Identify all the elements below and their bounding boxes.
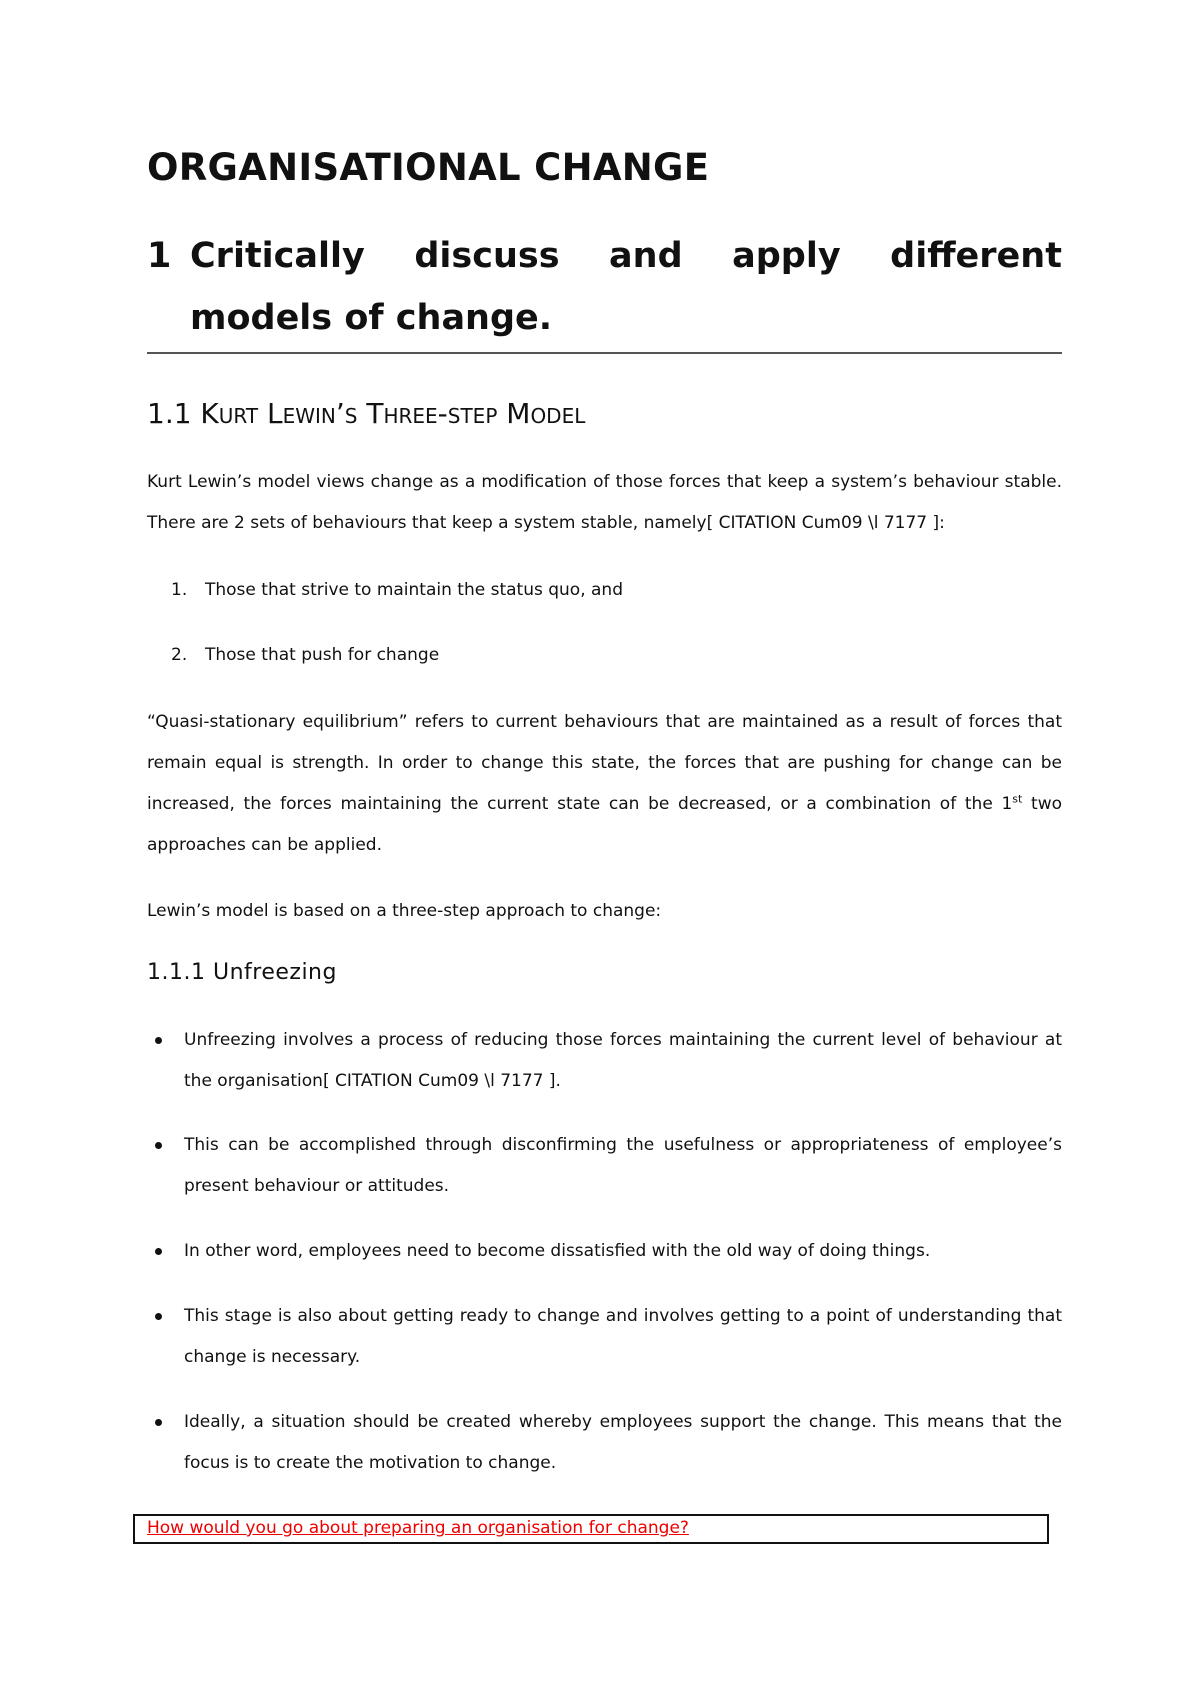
heading-1-line-2: models of change.	[190, 298, 553, 338]
question-link[interactable]: How would you go about preparing an organisation for change?	[147, 1518, 689, 1538]
list-number: 1.	[171, 580, 188, 600]
question-box	[133, 1514, 1049, 1544]
bullet-text: In other word, employees need to become dissatisfied with the old way of doing things.	[184, 1241, 931, 1261]
numbered-list-item	[171, 580, 623, 600]
superscript: st	[1012, 792, 1023, 806]
bullet-dot-icon	[155, 1248, 162, 1255]
bullet-item	[147, 1125, 1062, 1207]
heading-1-word: different	[890, 236, 1062, 276]
bullet-dot-icon	[155, 1142, 162, 1149]
bullet-item	[147, 1402, 1062, 1484]
heading-1-word: and	[609, 236, 683, 276]
heading-2: 1.1 Kurt Lewin’s Three-step Model	[147, 397, 586, 430]
bullet-text: This stage is also about getting ready to change and involves getting to a point of understanding that change is necessary.	[184, 1306, 1062, 1367]
heading-3: 1.1.1 Unfreezing	[147, 960, 337, 985]
bullet-dot-icon	[155, 1037, 162, 1044]
paragraph-text: “Quasi-stationary equilibrium” refers to current behaviours that are maintained as a result of forces that remain equal is strength. In order to change this state, the forces that are pushing for change can be increased, the forces maintaining the current state can be decreased, or a combination of the 1	[147, 712, 1062, 814]
document-title: ORGANISATIONAL CHANGE	[147, 146, 710, 189]
heading-1-word: discuss	[414, 236, 560, 276]
heading-1-word: apply	[732, 236, 841, 276]
bullet-text: Unfreezing involves a process of reducing those forces maintaining the current level of behaviour at the organisation[ CITATION Cum09 \l 7177 ].	[184, 1030, 1062, 1091]
bullet-item	[147, 1296, 1062, 1378]
heading-1-word: Critically	[190, 236, 365, 276]
list-item-text: Those that push for change	[205, 645, 440, 665]
paragraph-three-step: Lewin’s model is based on a three-step approach to change:	[147, 901, 662, 921]
bullet-item	[147, 1020, 1062, 1102]
numbered-list-item	[171, 645, 439, 665]
bullet-dot-icon	[155, 1313, 162, 1320]
paragraph-equilibrium	[147, 702, 1062, 866]
heading-1	[147, 236, 1062, 354]
list-item-text: Those that strive to maintain the status quo, and	[205, 580, 623, 600]
bullet-text: Ideally, a situation should be created whereby employees support the change. This means that the focus is to create the motivation to change.	[184, 1412, 1062, 1473]
paragraph-intro: Kurt Lewin’s model views change as a modification of those forces that keep a system’s behaviour stable. There are 2 sets of behaviours that keep a system stable, namely[ CITATION Cum09 \l 7177 ]:	[147, 472, 1062, 533]
heading-1-number: 1	[147, 236, 172, 276]
list-number: 2.	[171, 645, 188, 665]
bullet-text: This can be accomplished through disconfirming the usefulness or appropriateness of employee’s present behaviour or attitudes.	[184, 1135, 1062, 1196]
bullet-item	[147, 1231, 1062, 1272]
bullet-dot-icon	[155, 1419, 162, 1426]
paragraph-text: two approaches can be applied.	[147, 794, 1063, 855]
heading-1-line-1	[190, 236, 1062, 276]
